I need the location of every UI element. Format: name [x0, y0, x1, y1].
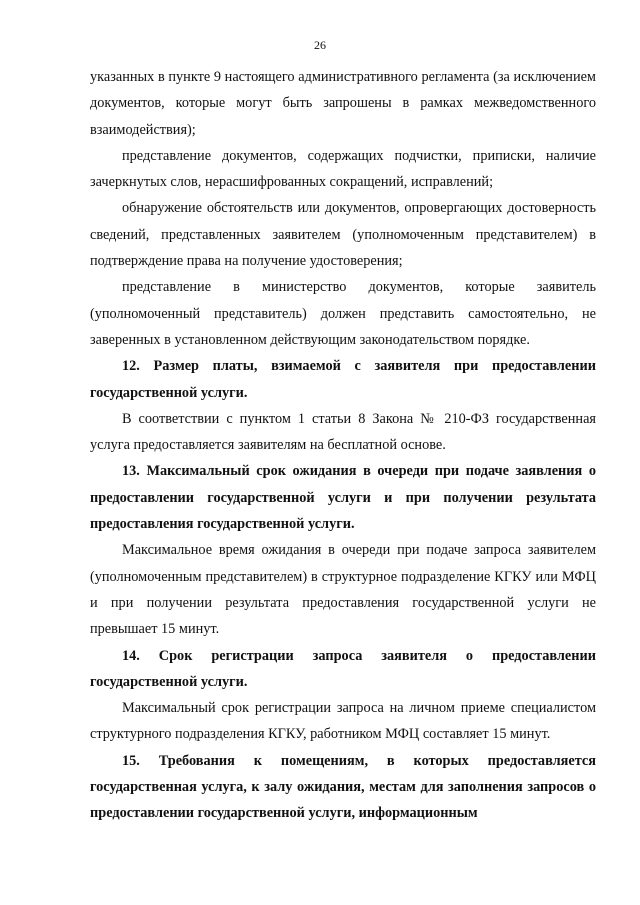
section-heading-14: 14. Срок регистрации запроса заявителя о предоставлении государственной услуги.: [90, 647, 596, 690]
section-heading-15: 15. Требования к помещениям, в которых предоставляется государственная услуга, к залу ожидания, местам для заполнения запросов о предоставлении государственной услуги, информационным: [90, 752, 596, 822]
paragraph-registration-time: Максимальный срок регистрации запроса на личном приеме специалистом структурного подразделения КГКУ, работником МФЦ составляет 15 минут.: [90, 700, 596, 743]
paragraph-queue-waiting-time: Максимальное время ожидания в очереди при подаче запроса заявителем (уполномоченным представителем) в структурное подразделение КГКУ или МФЦ и при получении результата предоставления государственной услуги не превышает 15 минут.: [90, 542, 596, 638]
page-number: 26: [314, 38, 326, 52]
document-body: [90, 64, 596, 827]
paragraph-free-of-charge: В соответствии с пунктом 1 статьи 8 Закона № 210-ФЗ государственная услуга предоставляется заявителям на бесплатной основе.: [90, 410, 596, 454]
paragraph-documents-list: указанных в пункте 9 настоящего административного регламента (за исключением документов, которые могут быть запрошены в рамках межведомственного взаимодействия);: [90, 69, 596, 138]
section-heading-12: 12. Размер платы, взимаемой с заявителя при предоставлении государственной услуги.: [90, 358, 596, 401]
paragraph-corrections: представление документов, содержащих подчистки, приписки, наличие зачеркнутых слов, нерасшифрованных сокращений, исправлений;: [90, 147, 596, 191]
section-heading-13: 13. Максимальный срок ожидания в очереди при подаче заявления о предоставлении государственной услуги и при получении результата предоставления государственной услуги.: [90, 463, 596, 533]
paragraph-contradicting-circumstances: обнаружение обстоятельств или документов, опровергающих достоверность сведений, представленных заявителем (уполномоченным представителем) в подтверждение права на получение удостоверения;: [90, 200, 596, 270]
paragraph-uncertified-documents: представление в министерство документов, которые заявитель (уполномоченный представитель) должен представить самостоятельно, не заверенных в установленном действующим законодательством порядке.: [90, 279, 596, 348]
